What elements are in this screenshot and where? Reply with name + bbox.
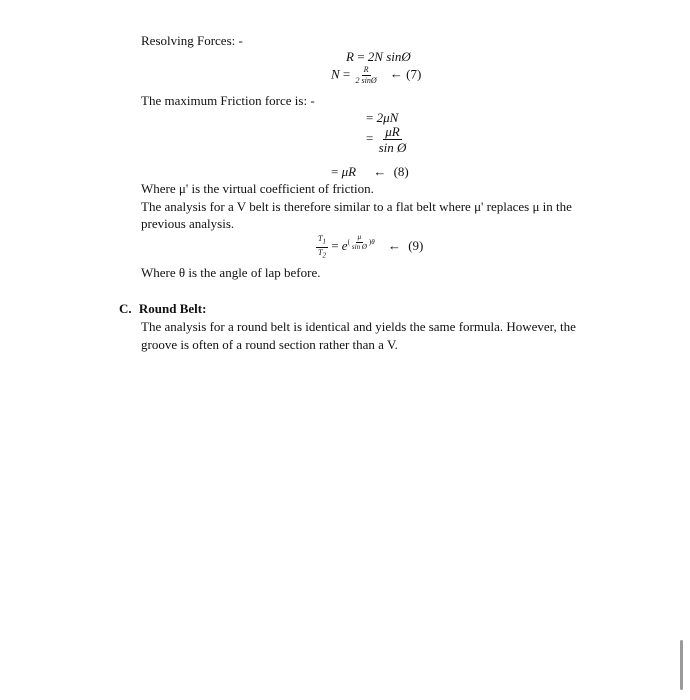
eq2-fraction bbox=[354, 66, 379, 85]
round-belt-line-1: The analysis for a round belt is identical and yields the same formula. However, the bbox=[141, 319, 576, 334]
eq2-arrow: ← bbox=[389, 66, 403, 82]
eq5-arrow: ← bbox=[373, 164, 387, 179]
eq1-equals: = bbox=[357, 49, 365, 64]
equation-fraction-mur bbox=[366, 125, 408, 154]
resolving-forces-heading: Resolving Forces: - bbox=[141, 33, 243, 48]
analysis-line-1: The analysis for a V belt is therefore similar to a flat belt where μ' replaces μ in the bbox=[141, 199, 572, 214]
eq4-equals: = bbox=[366, 130, 374, 146]
equation-9 bbox=[316, 234, 423, 259]
eq6-exp-den: sin Ø bbox=[351, 243, 367, 251]
eq6-exp-num: μ bbox=[357, 233, 362, 241]
eq6-tag: (9) bbox=[408, 238, 424, 254]
eq6-exp-close-paren: ) bbox=[368, 238, 372, 247]
vertical-scrollbar[interactable] bbox=[680, 640, 683, 690]
eq5-equals: = bbox=[331, 164, 339, 179]
eq2-lhs: N bbox=[331, 66, 340, 82]
eq6-numerator bbox=[316, 235, 328, 248]
eq6-equals: = bbox=[331, 238, 339, 254]
eq6-t2: T bbox=[318, 247, 323, 257]
eq1-rhs: 2N sinØ bbox=[367, 49, 411, 64]
eq6-s2: 2 bbox=[322, 251, 326, 260]
eq2-denominator: 2 sinØ bbox=[355, 76, 377, 85]
eq4-denominator: sin Ø bbox=[378, 140, 407, 155]
eq6-exponent bbox=[347, 233, 375, 251]
eq6-t1: T bbox=[318, 234, 323, 244]
eq2-equals: = bbox=[342, 66, 351, 82]
eq6-exp-open-paren: ( bbox=[347, 238, 350, 247]
max-friction-text: The maximum Friction force is: - bbox=[141, 93, 315, 108]
eq6-arrow: ← bbox=[387, 238, 401, 254]
eq5-tag: (8) bbox=[393, 164, 409, 179]
eq6-tension-ratio bbox=[316, 235, 328, 259]
eq5-rhs: μR bbox=[341, 164, 357, 179]
eq2-numerator: R bbox=[363, 65, 369, 74]
where-theta-text: Where θ is the angle of lap before. bbox=[141, 265, 321, 280]
eq3-equals: = bbox=[366, 110, 374, 125]
where-mu-text: Where μ' is the virtual coefficient of friction. bbox=[141, 181, 374, 196]
eq6-exp-var: θ bbox=[371, 238, 375, 247]
eq1-lhs: R bbox=[346, 49, 354, 64]
eq6-base: e bbox=[341, 238, 348, 254]
eq2-tag: (7) bbox=[406, 66, 422, 82]
equation-r bbox=[346, 49, 411, 65]
equation-7 bbox=[331, 66, 421, 85]
eq6-denominator bbox=[316, 248, 328, 260]
eq4-fraction bbox=[377, 125, 409, 154]
eq6-exp-fraction bbox=[347, 233, 372, 251]
analysis-line-2: previous analysis. bbox=[141, 216, 235, 231]
eq4-numerator: μR bbox=[385, 124, 400, 139]
equation-8 bbox=[331, 164, 409, 180]
section-c-letter: C. bbox=[119, 301, 132, 316]
eq6-s1: 1 bbox=[322, 237, 326, 246]
eq3-rhs: 2μN bbox=[376, 110, 399, 125]
round-belt-line-2: groove is often of a round section rather than a V. bbox=[141, 337, 398, 352]
section-c-heading bbox=[119, 301, 206, 317]
section-c-title: Round Belt: bbox=[138, 301, 207, 316]
